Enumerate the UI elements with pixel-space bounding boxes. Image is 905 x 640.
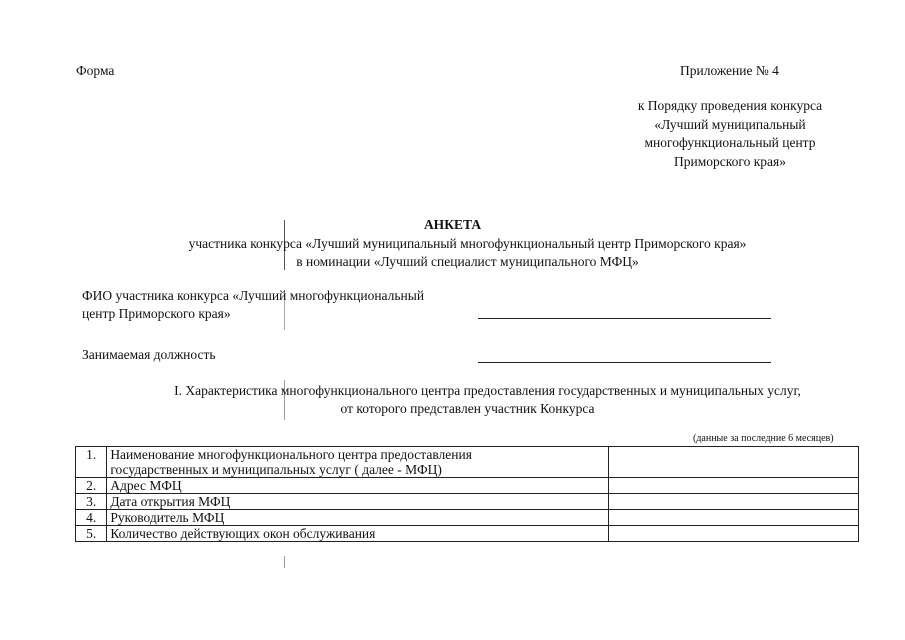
document-title: АНКЕТА: [423, 217, 482, 232]
row-label-line: государственных и муниципальных услуг ( далее - МФЦ): [110, 462, 442, 477]
form-label: Форма: [76, 63, 115, 78]
row-number: 4.: [76, 510, 107, 526]
row-value-cell[interactable]: [609, 494, 859, 510]
title-line-1: участника конкурса «Лучший муниципальный многофункциональный центр Приморского края»: [188, 236, 747, 251]
row-label-line: Наименование многофункционального центра предоставления: [110, 447, 472, 462]
row-label: Количество действующих окон обслуживания: [107, 526, 609, 542]
row-number: 2.: [76, 478, 107, 494]
position-label: Занимаемая должность: [82, 347, 216, 362]
fio-label: [82, 287, 424, 323]
row-value-cell[interactable]: [609, 447, 859, 478]
appendix-ref-line: многофункциональный центр: [644, 135, 816, 150]
period-note: (данные за последние 6 месяцев): [693, 433, 834, 444]
section-heading-line-2: от которого представлен участник Конкурса: [340, 401, 595, 416]
table-row: [76, 510, 859, 526]
position-input-line[interactable]: [478, 362, 771, 363]
scan-fold-line: [284, 556, 285, 568]
row-number: 3.: [76, 494, 107, 510]
section-heading-line-1: I. Характеристика многофункционального центра предоставления государственных и муниципальных услуг,: [174, 383, 801, 398]
row-value-cell[interactable]: [609, 478, 859, 494]
table-row: [76, 526, 859, 542]
row-label: Руководитель МФЦ: [107, 510, 609, 526]
row-label: Адрес МФЦ: [107, 478, 609, 494]
fio-label-line: центр Приморского края»: [82, 306, 231, 321]
row-value-cell[interactable]: [609, 510, 859, 526]
appendix-ref-line: к Порядку проведения конкурса: [637, 98, 823, 113]
appendix-reference: [600, 97, 860, 171]
table-row: [76, 447, 859, 478]
fio-input-line[interactable]: [478, 318, 771, 319]
appendix-number: Приложение № 4: [680, 63, 779, 78]
mfc-info-table: [75, 446, 859, 542]
title-line-2: в номинации «Лучший специалист муниципального МФЦ»: [296, 254, 639, 269]
row-label: [107, 447, 609, 478]
appendix-ref-line: Приморского края»: [674, 153, 786, 169]
table-row: [76, 494, 859, 510]
row-number: 1.: [76, 447, 107, 478]
appendix-ref-line: «Лучший муниципальный: [654, 116, 806, 132]
row-value-cell[interactable]: [609, 526, 859, 542]
row-number: 5.: [76, 526, 107, 542]
table-row: [76, 478, 859, 494]
fio-label-line: ФИО участника конкурса «Лучший многофункциональный: [82, 288, 425, 303]
row-label: Дата открытия МФЦ: [107, 494, 609, 510]
